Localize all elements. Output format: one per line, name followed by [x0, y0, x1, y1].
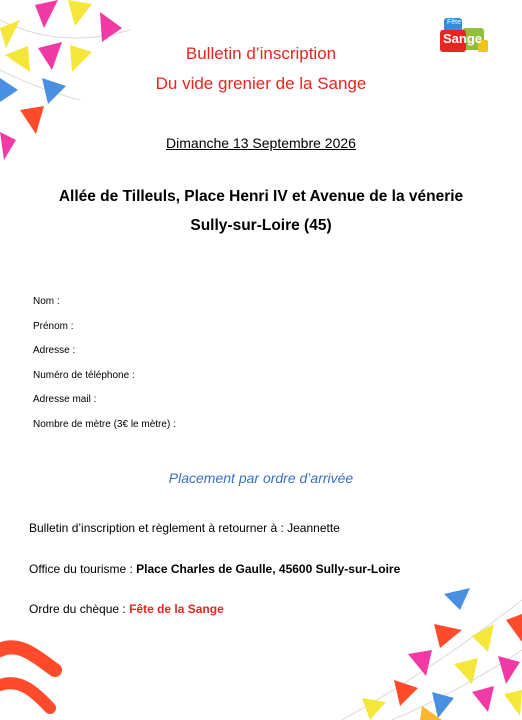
- cheque-label: Ordre du chèque :: [29, 602, 130, 616]
- cheque-payee: Fête de la Sange: [129, 602, 224, 616]
- office-address: Place Charles de Gaulle, 45600 Sully-sur-Loire: [136, 562, 401, 576]
- field-nom: Nom :: [33, 296, 60, 307]
- cheque-line: [29, 602, 224, 616]
- page-subtitle: Du vide grenier de la Sange: [155, 74, 367, 93]
- field-prenom: Prénom :: [33, 321, 74, 332]
- logo-top-text: Fête: [447, 19, 462, 26]
- bunting-bottom-right: [322, 580, 522, 720]
- event-location: Allée de Tilleuls, Place Henri IV et Avenue de la vénerie: [58, 188, 464, 205]
- return-instructions: Bulletin d’inscription et règlement à retourner à : Jeannette: [29, 521, 340, 535]
- placement-note: Placement par ordre d’arrivée: [168, 470, 354, 486]
- office-line: [29, 562, 400, 576]
- field-telephone: Numéro de téléphone :: [33, 370, 135, 381]
- office-label: Office du tourisme :: [29, 562, 137, 576]
- field-email: Adresse mail :: [33, 394, 97, 405]
- page-title: Bulletin d’inscription: [185, 44, 337, 63]
- logo-main-text: Sange: [443, 31, 483, 46]
- stripe-decoration-bottom-left: [0, 630, 70, 720]
- event-city: Sully-sur-Loire (45): [190, 217, 332, 234]
- field-adresse: Adresse :: [33, 345, 76, 356]
- field-metres: Nombre de mètre (3€ le mètre) :: [33, 419, 176, 430]
- event-date: Dimanche 13 Septembre 2026: [166, 135, 356, 151]
